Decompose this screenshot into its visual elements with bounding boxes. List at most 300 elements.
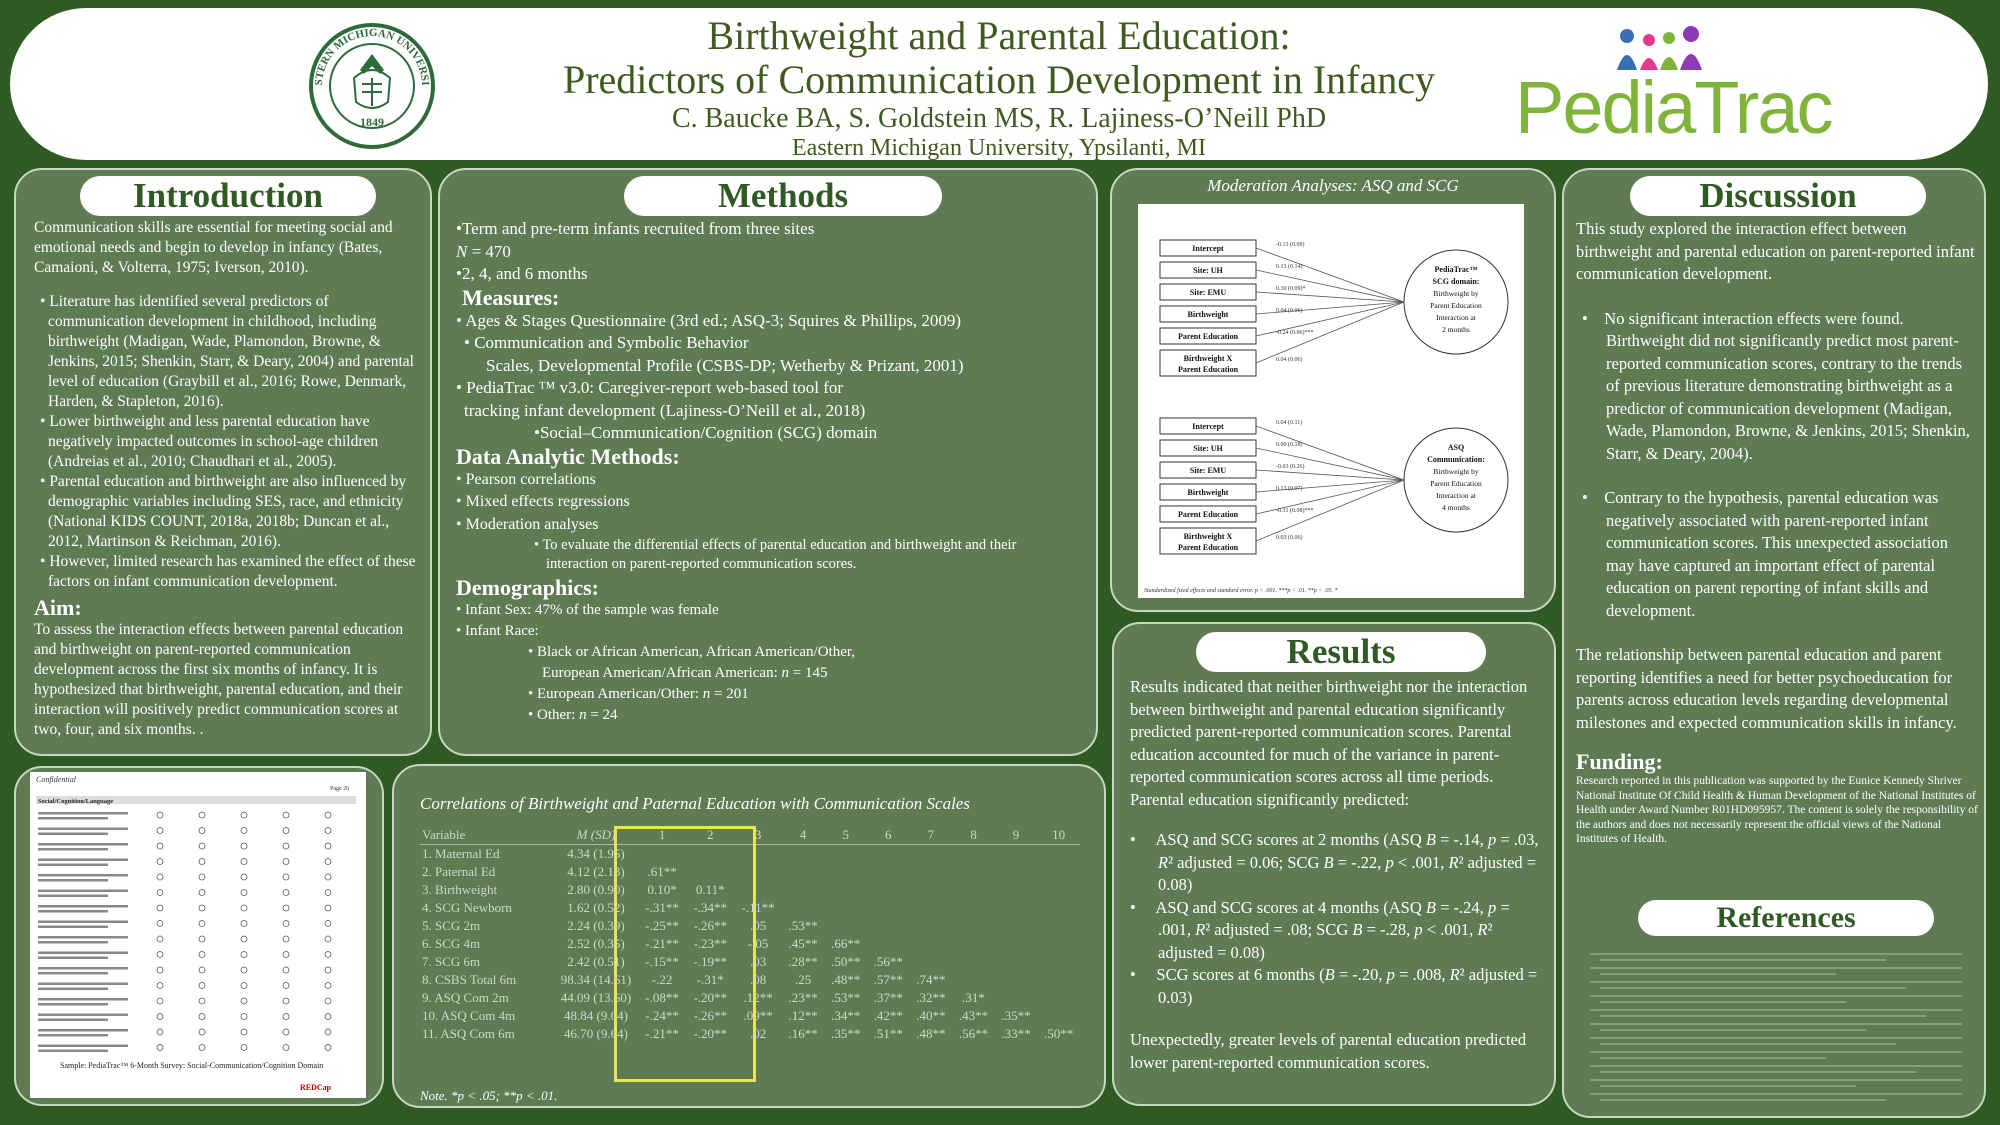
table-cell: 2.24 (0.39) <box>567 918 625 933</box>
column-header: M (SD) <box>576 827 616 842</box>
discussion-intro: This study explored the interaction effect between birthweight and parental education on parent-reported infant communication development. <box>1576 219 1975 283</box>
predictor-label: Site: EMU <box>1189 288 1227 297</box>
table-cell: .37** <box>873 990 903 1005</box>
demo-item: European American/African American: n = 145 <box>542 665 828 681</box>
radio-option <box>241 1029 247 1035</box>
table-cell <box>824 845 867 864</box>
table-cell <box>782 899 825 917</box>
table-cell: -.31** <box>645 900 679 915</box>
methods-line: •2, 4, and 6 months <box>456 264 588 283</box>
survey-question-line <box>38 1019 108 1022</box>
survey-question-line <box>38 972 108 975</box>
table-cell: 46.70 (9.64) <box>564 1026 628 1041</box>
survey-question-line <box>38 1014 128 1017</box>
references-heading: References <box>1638 900 1934 936</box>
radio-option <box>199 1014 205 1020</box>
column-header: 4 <box>799 827 807 842</box>
seal-text: STERN MICHIGAN UNIVERSI <box>312 26 432 86</box>
row-label: 4. SCG Newborn <box>422 900 512 915</box>
table-cell: .02 <box>749 1026 767 1041</box>
table-cell <box>952 899 995 917</box>
table-cell: 98.34 (14.61) <box>560 972 632 987</box>
outcome-label: PediaTrac™ <box>1434 265 1478 274</box>
radio-option <box>325 936 331 942</box>
discussion-bullet: • No significant interaction effects were found. Birthweight did not significantly predict most parent-reported communication scores, contrary to the trends of previous literature demonstrating birthweight as a predictor of communication development (Madigan, Wade, Plamondon, Browne, & Jenkins, 2015; Shenkin, Starr, & Deary, 2004). <box>1582 308 1970 463</box>
affiliation: Eastern Michigan University, Ypsilanti, MI <box>792 135 1206 161</box>
table-cell <box>995 917 1038 935</box>
radio-option <box>241 1014 247 1020</box>
radio-option <box>325 1029 331 1035</box>
column-header: 2 <box>706 827 714 842</box>
predictor-label: Parent Education <box>1177 365 1239 374</box>
measure-item: Scales, Developmental Profile (CSBS-DP; Wetherby & Prizant, 2001) <box>486 355 964 375</box>
table-cell <box>1037 989 1080 1007</box>
predictor-label: Intercept <box>1192 422 1224 431</box>
intro-bullet: • Literature has identified several predictors of communication development in childhood, including birthweight (Madigan, Wade, Plamondon, Browne, & Jenkins, 2015; Shenkin, Starr, & Deary, 2004) and parental level of education (Graybill et al., 2016; Rowe, Denmark, Harden, & Stapleton, 2016). <box>40 293 414 410</box>
results-bullet: • ASQ and SCG scores at 4 months (ASQ B = -.24, p = .001, R² adjusted = .08; SCG B = -.28, p < .001, R² adjusted = 0.08) <box>1130 897 1510 962</box>
coefficient-label: -0.03 (0.26) <box>1276 464 1305 470</box>
funding-heading: Funding: <box>1576 749 1663 774</box>
radio-option <box>325 859 331 865</box>
table-cell: .08 <box>749 972 767 987</box>
survey-question-line <box>38 817 108 820</box>
survey-page: Page 26 <box>330 786 350 792</box>
radio-option <box>241 828 247 834</box>
results-heading: Results <box>1196 632 1486 672</box>
table-cell <box>824 863 867 881</box>
predictor-label: Birthweight <box>1187 310 1229 319</box>
coefficient-label: 0.13 (0.07) <box>1276 486 1303 492</box>
radio-option <box>325 905 331 911</box>
table-cell <box>910 935 953 953</box>
table-note: Note. *p < .05; **p < .01. <box>420 1088 558 1103</box>
table-cell: .50** <box>1044 1026 1074 1041</box>
table-cell: .25 <box>795 972 812 987</box>
radio-option <box>241 859 247 865</box>
table-cell <box>995 989 1038 1007</box>
methods-body <box>456 218 1086 726</box>
survey-sample-image <box>30 772 366 1098</box>
table-cell <box>1037 971 1080 989</box>
column-header: 6 <box>885 827 892 842</box>
table-cell <box>995 899 1038 917</box>
table-cell: 2.80 (0.90) <box>567 882 625 897</box>
table-cell <box>867 845 910 864</box>
table-cell <box>1037 935 1080 953</box>
survey-question-line <box>38 843 128 846</box>
table-cell <box>995 953 1038 971</box>
coefficient-label: 0.30 (0.09)* <box>1276 286 1306 292</box>
radio-option <box>325 890 331 896</box>
coefficient-label: 0.03 (0.06) <box>1276 535 1303 541</box>
survey-question-line <box>38 941 108 944</box>
table-cell <box>824 899 867 917</box>
radio-option <box>325 1045 331 1051</box>
survey-question-line <box>38 879 108 882</box>
table-cell <box>1037 917 1080 935</box>
table-cell: .66** <box>831 936 861 951</box>
table-cell <box>910 845 953 864</box>
redcap-logo: REDCap <box>300 1083 332 1092</box>
table-cell <box>952 953 995 971</box>
demo-item: • Infant Race: <box>456 623 539 639</box>
table-cell: -.31* <box>696 972 724 987</box>
table-cell: 2.52 (0.35) <box>567 936 625 951</box>
table-cell: 4.34 (1.95) <box>567 846 625 861</box>
radio-option <box>241 812 247 818</box>
radio-option <box>199 983 205 989</box>
radio-option <box>157 921 163 927</box>
table-cell <box>995 971 1038 989</box>
outcome-label: Parent Education <box>1430 301 1482 310</box>
intro-bullet: • However, limited research has examined the effect of these factors on infant communication development. <box>40 553 416 590</box>
predictor-label: Intercept <box>1192 244 1224 253</box>
radio-option <box>157 1029 163 1035</box>
radio-option <box>325 843 331 849</box>
radio-option <box>283 828 289 834</box>
demo-item: • Other: n = 24 <box>528 707 618 723</box>
radio-option <box>325 952 331 958</box>
table-cell: -.34** <box>693 900 728 915</box>
radio-option <box>241 905 247 911</box>
table-cell <box>1037 899 1080 917</box>
radio-option <box>157 952 163 958</box>
outcome-label: SCG domain: <box>1432 277 1480 286</box>
survey-question-line <box>38 859 128 862</box>
survey-caption: Sample: PediaTrac™ 6-Month Survey: Social-Communication/Cognition Domain <box>60 1061 324 1070</box>
outcome-label: Birthweight by <box>1433 289 1479 298</box>
table-cell: .43** <box>958 1008 989 1023</box>
results-paragraph: Results indicated that neither birthweight nor the interaction between birthweight and parental education significantly predicted parent-reported communication scores. Parental education accounted for much of the variance in parent-reported communication scores across all time periods. Parental education significantly predicted: <box>1130 677 1528 809</box>
table-cell: -.21** <box>645 1026 679 1041</box>
aim-heading: Aim: <box>34 595 82 620</box>
moderation-title: Moderation Analyses: ASQ and SCG <box>1207 176 1459 195</box>
table-cell: .57** <box>873 972 903 987</box>
outcome-label: ASQ <box>1447 443 1465 452</box>
introduction-heading: Introduction <box>80 176 376 216</box>
correlation-title: Correlations of Birthweight and Paternal Education with Communication Scales <box>420 794 970 813</box>
intro-bullet: • Parental education and birthweight are also influenced by demographic variables including SES, race, and ethnicity (National KIDS COUNT, 2018a, 2018b; Duncan et al., 2012, Martinson & Reichman, 2016). <box>40 473 407 550</box>
table-cell <box>824 917 867 935</box>
table-cell <box>910 917 953 935</box>
measure-item: • Ages & Stages Questionnaire (3rd ed.; ASQ-3; Squires & Phillips, 2009) <box>456 310 962 330</box>
survey-question-line <box>38 1045 128 1048</box>
row-label: 7. SCG 6m <box>422 954 481 969</box>
table-cell: .40** <box>916 1008 946 1023</box>
table-cell: .33** <box>1001 1026 1031 1041</box>
funding-text: Research reported in this publication was supported by the Eunice Kennedy Shriver National Institute Of Child Health & Human Development of the National Institutes of Health under Award Number R01HD095957. The content is solely the responsibility of the authors and does not necessarily represent the official views of the National Institutes of Health. <box>1576 775 1978 845</box>
radio-option <box>199 828 205 834</box>
survey-question-line <box>38 895 108 898</box>
table-cell <box>1037 863 1080 881</box>
table-cell: .03 <box>749 954 767 969</box>
survey-header: Confidential <box>36 775 76 784</box>
demographics-heading: Demographics: <box>456 575 599 600</box>
table-cell <box>867 863 910 881</box>
column-header: 1 <box>658 827 666 842</box>
radio-option <box>241 952 247 958</box>
outcome-label: 2 months <box>1442 325 1470 334</box>
methods-line: •Term and pre-term infants recruited from three sites <box>456 219 815 238</box>
column-header: 3 <box>754 827 762 842</box>
survey-question-line <box>38 1029 128 1032</box>
survey-question-line <box>38 998 128 1001</box>
analytic-heading: Data Analytic Methods: <box>456 443 680 469</box>
table-cell: 44.09 (13.60) <box>560 990 632 1005</box>
coefficient-label: -0.31 (0.08)*** <box>1276 508 1314 514</box>
coefficient-label: 0.00 (0.18) <box>1276 442 1303 448</box>
introduction-body <box>34 218 424 740</box>
radio-option <box>241 967 247 973</box>
radio-option <box>325 967 331 973</box>
radio-option <box>199 952 205 958</box>
radio-option <box>241 998 247 1004</box>
radio-option <box>199 1029 205 1035</box>
row-label: 2. Paternal Ed <box>422 864 496 879</box>
logo-text: PediaTrac <box>1515 66 1832 149</box>
radio-option <box>157 998 163 1004</box>
table-cell: -.24** <box>645 1008 679 1023</box>
radio-option <box>241 890 247 896</box>
table-cell: .48** <box>831 972 861 987</box>
row-label: 1. Maternal Ed <box>422 846 500 861</box>
radio-option <box>199 890 205 896</box>
table-cell <box>782 863 825 881</box>
radio-option <box>283 1029 289 1035</box>
table-cell: -.08** <box>645 990 679 1005</box>
table-cell: -.05 <box>747 936 769 951</box>
radio-option <box>199 998 205 1004</box>
survey-question-line <box>38 967 128 970</box>
table-cell <box>952 971 995 989</box>
radio-option <box>325 874 331 880</box>
radio-option <box>241 1045 247 1051</box>
radio-option <box>283 890 289 896</box>
discussion-closing: The relationship between parental education and parent reporting identifies a need for better psychoeducation for parents across education levels regarding developmental milestones and expected communication skills in infancy. <box>1576 645 1957 732</box>
measure-item: • PediaTrac ™ v3.0: Caregiver-report web-based tool for <box>456 378 844 397</box>
results-body <box>1130 676 1546 1074</box>
radio-option <box>241 936 247 942</box>
radio-option <box>157 843 163 849</box>
table-cell <box>952 863 995 881</box>
table-cell <box>867 881 910 899</box>
table-cell: -.26** <box>693 1008 728 1023</box>
table-cell: .61** <box>647 864 677 879</box>
outcome-label: Birthweight by <box>1433 467 1479 476</box>
table-cell: .12** <box>788 1008 818 1023</box>
radio-option <box>199 859 205 865</box>
predictor-label: Birthweight X <box>1183 532 1233 541</box>
table-cell: .05 <box>749 918 767 933</box>
coefficient-label: -0.13 (0.09) <box>1276 242 1305 248</box>
radio-option <box>157 967 163 973</box>
demo-item: • Black or African American, African American/Other, <box>528 644 856 660</box>
table-cell <box>1037 1007 1080 1025</box>
table-cell <box>910 881 953 899</box>
table-cell: .09** <box>743 1008 773 1023</box>
table-cell: 1.62 (0.52) <box>567 900 625 915</box>
radio-option <box>241 843 247 849</box>
survey-question-line <box>38 812 128 815</box>
radio-option <box>241 983 247 989</box>
radio-option <box>157 1045 163 1051</box>
survey-question-line <box>38 921 128 924</box>
survey-question-line <box>38 910 108 913</box>
radio-option <box>283 1014 289 1020</box>
survey-question-line <box>38 957 108 960</box>
predictor-label: Birthweight <box>1187 488 1229 497</box>
outcome-label: Interaction at <box>1436 491 1476 500</box>
table-cell <box>1037 881 1080 899</box>
poster-title-line2: Predictors of Communication Development in Infancy <box>562 57 1435 102</box>
radio-option <box>283 1045 289 1051</box>
table-cell: .53** <box>788 918 818 933</box>
moderation-note: Standardized fixed effects and standard error. p < .001. ***p < .01. **p < .05. * <box>1144 588 1338 594</box>
survey-question-line <box>38 988 108 991</box>
table-cell <box>995 881 1038 899</box>
methods-line: N = 470 <box>456 241 511 261</box>
table-cell: 4.12 (2.13) <box>567 864 625 879</box>
table-cell: .35** <box>1001 1008 1031 1023</box>
table-cell: -.15** <box>645 954 679 969</box>
analytic-item: • Mixed effects regressions <box>456 493 630 510</box>
radio-option <box>157 859 163 865</box>
table-cell: 0.10* <box>647 882 677 897</box>
table-cell <box>995 863 1038 881</box>
column-header: 10 <box>1052 827 1066 842</box>
table-cell: 48.84 (9.04) <box>564 1008 628 1023</box>
discussion-heading: Discussion <box>1630 176 1926 216</box>
table-cell: -.21** <box>645 936 679 951</box>
table-cell: .31* <box>962 990 985 1005</box>
table-cell <box>910 863 953 881</box>
table-cell <box>995 935 1038 953</box>
column-header: 7 <box>927 827 935 842</box>
radio-option <box>283 967 289 973</box>
column-header: Variable <box>422 827 466 842</box>
radio-option <box>157 1014 163 1020</box>
predictor-label: Parent Education <box>1177 543 1239 552</box>
table-cell: .45** <box>788 936 818 951</box>
radio-option <box>283 921 289 927</box>
radio-option <box>283 843 289 849</box>
measure-item: • Communication and Symbolic Behavior <box>464 333 749 352</box>
predictor-label: Birthweight X <box>1183 354 1233 363</box>
moderation-figure <box>1138 204 1524 598</box>
seal-year: 1849 <box>360 115 384 129</box>
table-cell: .56** <box>958 1026 989 1041</box>
results-bullet: • SCG scores at 6 months (B = -.20, p = .008, R² adjusted = 0.03) <box>1130 965 1538 1007</box>
table-cell: 2.42 (0.51) <box>567 954 625 969</box>
row-label: 10. ASQ Com 4m <box>422 1008 516 1023</box>
radio-option <box>199 843 205 849</box>
survey-question-line <box>38 952 128 955</box>
predictor-label: Site: EMU <box>1189 466 1227 475</box>
radio-option <box>283 812 289 818</box>
column-header: 9 <box>1012 827 1020 842</box>
table-cell: -.23** <box>693 936 728 951</box>
table-cell <box>782 845 825 864</box>
methods-heading: Methods <box>624 176 942 216</box>
table-cell: .16** <box>788 1026 818 1041</box>
references-list <box>1586 948 1966 1108</box>
table-cell <box>824 881 867 899</box>
table-cell: -.25** <box>645 918 679 933</box>
table-cell <box>910 953 953 971</box>
table-cell <box>952 935 995 953</box>
radio-option <box>325 921 331 927</box>
radio-option <box>157 874 163 880</box>
analytic-item: interaction on parent-reported communication scores. <box>546 556 857 572</box>
radio-option <box>283 905 289 911</box>
radio-option <box>283 859 289 865</box>
survey-question-line <box>38 905 128 908</box>
table-cell: .74** <box>916 972 946 987</box>
table-cell: .34** <box>831 1008 861 1023</box>
outcome-label: Interaction at <box>1436 313 1476 322</box>
survey-question-line <box>38 983 128 986</box>
survey-question-line <box>38 926 108 929</box>
results-closing: Unexpectedly, greater levels of parental education predicted lower parent-reported communication scores. <box>1130 1030 1527 1072</box>
table-cell <box>952 845 995 864</box>
coefficient-label: -0.24 (0.06)*** <box>1276 330 1314 336</box>
aim-text: To assess the interaction effects between parental education and birthweight on parent-reported communication development across the first six months of infancy. It is hypothesized that birthweight, parental education, and their interaction will positively predict communication scores at two, four, and six months. . <box>34 621 404 738</box>
radio-option <box>157 936 163 942</box>
radio-option <box>157 905 163 911</box>
predictor-label: Parent Education <box>1177 510 1239 519</box>
table-cell <box>1037 845 1080 864</box>
radio-option <box>199 921 205 927</box>
survey-question-line <box>38 828 128 831</box>
radio-option <box>199 1045 205 1051</box>
table-cell: -.11** <box>741 900 775 915</box>
table-cell: .12** <box>743 990 773 1005</box>
coefficient-label: 0.04 (0.06) <box>1276 357 1303 363</box>
table-cell <box>867 917 910 935</box>
analytic-item: • To evaluate the differential effects of parental education and birthweight and their <box>534 537 1017 553</box>
table-cell: .23** <box>788 990 818 1005</box>
table-cell <box>867 935 910 953</box>
table-cell <box>782 881 825 899</box>
radio-option <box>283 998 289 1004</box>
table-cell: -.26** <box>693 918 728 933</box>
table-cell: .53** <box>831 990 861 1005</box>
survey-section: Social/Cognition/Language <box>38 798 114 805</box>
discussion-bullet: • Contrary to the hypothesis, parental education was negatively associated with parent-reported infant communication scores. This unexpected association may have captured an important effect of parental education on parent reporting of infant skills and development. <box>1582 488 1948 620</box>
row-label: 6. SCG 4m <box>422 936 481 951</box>
intro-bullet: • Lower birthweight and less parental education have negatively impacted outcomes in school-age children (Andreias et al., 2010; Chaudhari et al., 2005). <box>40 413 379 470</box>
table-cell: -.20** <box>693 990 728 1005</box>
radio-option <box>283 936 289 942</box>
predictor-label: Parent Education <box>1177 332 1239 341</box>
survey-question-line <box>38 848 108 851</box>
radio-option <box>157 983 163 989</box>
radio-option <box>283 874 289 880</box>
radio-option <box>325 1014 331 1020</box>
table-cell <box>952 881 995 899</box>
survey-question-line <box>38 936 128 939</box>
row-label: 11. ASQ Com 6m <box>422 1026 515 1041</box>
table-cell: .28** <box>788 954 818 969</box>
table-cell: -.20** <box>693 1026 728 1041</box>
survey-question-line <box>38 874 128 877</box>
table-cell: 0.11* <box>695 882 725 897</box>
survey-question-line <box>38 864 108 867</box>
demo-item: • European American/Other: n = 201 <box>528 686 749 702</box>
column-header: 8 <box>970 827 977 842</box>
survey-question-line <box>38 1050 108 1053</box>
radio-option <box>241 921 247 927</box>
